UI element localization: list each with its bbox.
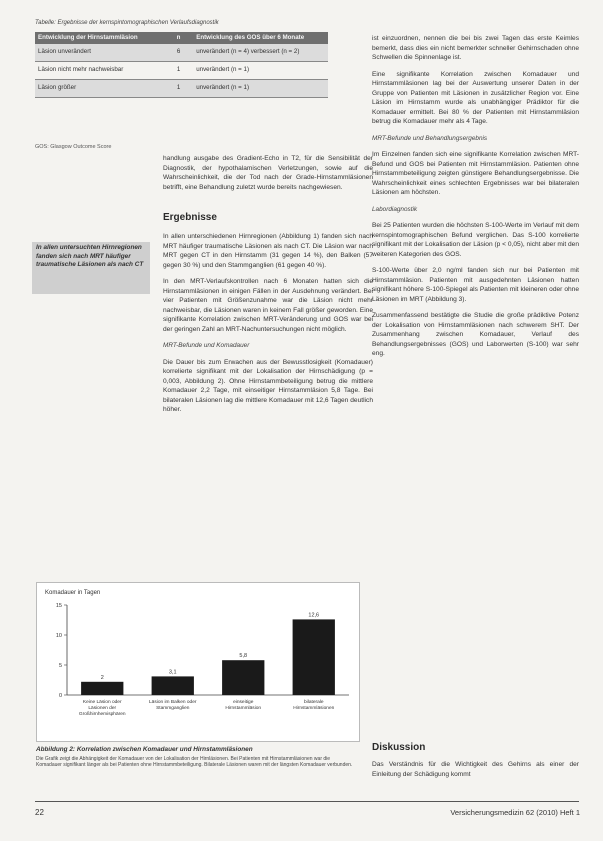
section-heading-discussion: Diskussion (372, 742, 426, 753)
y-tick-label: 15 (55, 603, 62, 609)
bar (152, 676, 194, 695)
table-cell-gos: unverändert (n = 1) (193, 61, 328, 79)
table-cell-lesion: Läsion größer (35, 79, 164, 97)
footer-rule (35, 801, 579, 802)
page-number: 22 (35, 808, 44, 817)
chart-title: Komadauer in Tagen (45, 590, 101, 596)
y-tick-label: 5 (58, 663, 62, 669)
y-tick-label: 10 (55, 633, 62, 639)
table-cell-lesion: Läsion unverändert (35, 44, 164, 62)
subheading-mrt-komadauer: MRT-Befunde und Komadauer (163, 342, 250, 349)
table-header-n: n (164, 32, 193, 44)
journal-reference: Versicherungsmedizin 62 (2010) Heft 1 (450, 808, 580, 817)
right-paragraph-6: Zusammenfassend bestätigte die Studie die große prädiktive Potenz der Lokalisation von Hirnstammläsionen nach schwerem SHT. Der Zusammenhang zwischen Komadauer, Verlauf des Behandlungsergebnisses (GOS) und Laborwerten (S-100) war sehr eng. (372, 312, 579, 357)
table-row (35, 44, 328, 62)
x-category-label: Läsion im Balken oder Stammganglien (149, 700, 197, 711)
y-tick-label: 0 (58, 693, 62, 699)
table-row (35, 61, 328, 79)
x-category-label: einseitige Hirnstammläsion (225, 700, 262, 711)
results-paragraph-1: In allen unterschiedenen Hirnregionen (Abbildung 1) fanden sich nach MRT häufiger traumatische Läsionen als nach CT. Die Läsion war nach MRT gegen CT in den Hirnstamm (31 gegen 14 %), den Balken (57 gegen 30 %) und den Stammganglien (61 gegen 40 %). (163, 233, 373, 269)
table-header-gos: Entwicklung des GOS über 6 Monate (193, 32, 328, 44)
bar-value-label: 12,6 (308, 612, 320, 619)
right-column (372, 34, 579, 366)
right-paragraph-2: Eine signifikante Korrelation zwischen Komadauer und Hirnstammläsionen lag bei der Auswertung unserer Daten in der Gruppe von Patienten mit Läsionen in zusätzlicher Region vor. Eine Läsion im Hirnstamm wurde als unabhängiger Prädiktor für die Komadauer ermittelt. Bei 80 % der Patienten mit Hirnstammläsion betrug die Komadauer mehr als 4 Tage. (372, 70, 579, 125)
bar-value-label: 2 (100, 674, 104, 681)
table-caption: Tabelle: Ergebnisse der kernspintomographischen Verlaufsdiagnostik (35, 20, 219, 26)
x-category-label: Keine Läsion oder Läsionen der Großhirnhemisphären (78, 700, 126, 717)
table-header-row (35, 32, 328, 44)
table-note: GOS: Glasgow Outcome Score (35, 144, 112, 150)
table-header-lesion: Entwicklung der Hirnstammläsion (35, 32, 164, 44)
bar-value-label: 5,8 (239, 653, 248, 660)
results-paragraph-2: In den MRT-Verlaufskontrollen nach 6 Monaten hatten sich die Hirnstammläsionen in einigen Fällen in der Ausdehnung verändert. Bei vier Patienten mit Größenzunahme war die Läsion nicht mehr nachweisbar, die Läsionen waren in keinem Fall größer geworden. Eine signifikante Korrelation zwischen MRT-Veränderung und GOS war bei der geringen Zahl an MRT-Nachuntersuchungen nicht möglich. (163, 278, 373, 333)
table-cell-gos: unverändert (n = 4) verbessert (n = 2) (193, 44, 328, 62)
discussion-paragraph: Das Verständnis für die Wichtigkeit des Gehirns als einer der Einleitung der Schädigung kommt (372, 761, 579, 778)
right-paragraph-4: Bei 25 Patienten wurden die höchsten S-100-Werte im Verlauf mit dem kernspintomographischen Befund verglichen. Das S-100 korrelierte signifikant mit der Lokalisation der Läsion (p < 0,05), nicht aber mit den weiteren Kategorien des GOS. (372, 222, 579, 258)
table-cell-n: 6 (164, 44, 193, 62)
bar-chart (37, 583, 359, 741)
x-category-label: bilaterale Hirnstammläsionen (293, 700, 335, 711)
table-cell-n: 1 (164, 79, 193, 97)
table-cell-gos: unverändert (n = 1) (193, 79, 328, 97)
bar (81, 682, 123, 695)
figure-2-chart (36, 582, 360, 742)
figure-caption: Abbildung 2: Korrelation zwischen Komadauer und Hirnstammläsionen (36, 746, 253, 753)
results-paragraph-3: Die Dauer bis zum Erwachen aus der Bewusstlosigkeit (Komadauer) korrelierte signifikant mit der Lokalisation der Hirnschädigung (p = 0,003, Abbildung 2). Ohne Hirnstammbeteiligung betrug die mittlere Komadauer 2,2 Tage, mit einseitiger Hirnstammläsion 5,8 Tage. Bei bilateralen Läsionen lag die mittlere Komadauer mit 12,6 Tagen deutlich höher. (163, 358, 373, 413)
right-paragraph-1: ist einzuordnen, nennen die bei bis zwei Tagen das erste Keimles bemerkt, dass dies ein nicht bemerkter schneller Gehirnschaden ohne Schwellen die Spinnenlage ist. (372, 35, 579, 61)
bar-value-label: 3,1 (168, 669, 177, 676)
right-paragraph-5: S-100-Werte über 2,0 ng/ml fanden sich nur bei Patienten mit Hirnstammläsion. Patienten mit ausgedehnten Läsionen hatten signifikant höhere S-100-Spiegel als Patienten mit kleineren oder ohne Läsionen im MRT (Abbildung 3). (372, 267, 579, 303)
sidebar-highlight: In allen untersuchten Hirnregionen fanden sich nach MRT häufiger traumatische Läsionen als nach CT (32, 242, 150, 294)
right-paragraph-3: Im Einzelnen fanden sich eine signifikante Korrelation zwischen MRT-Befund und GOS bei Patienten mit Hirnstammläsion. Patienten ohne Hirnstammbeteiligung zeigten günstigere Behandlungsergebnisse. Die Wahrscheinlichkeit eines schlechten Ergebnisses war bei bilateralen Läsionen am höchsten. (372, 151, 579, 196)
bar (293, 619, 335, 695)
bar (222, 660, 264, 695)
section-heading-results: Ergebnisse (163, 212, 217, 223)
table-cell-lesion: Läsion nicht mehr nachweisbar (35, 61, 164, 79)
results-table (35, 32, 328, 98)
results-column (163, 232, 373, 422)
subheading-labordiagnostik: Labordiagnostik (372, 205, 418, 213)
intro-paragraph: handlung ausgabe des Gradient-Echo in T2, für die Sensibilität der Diagnostik, der hypothalamischen Verletzungen, sowie auf die Wahrscheinlichkeit, die der Tod nach der Grade-Hirnstammläsionen betrifft, eine Behandlung zuletzt wurde bereits nachgewiesen. (163, 155, 373, 191)
table-cell-n: 1 (164, 61, 193, 79)
figure-note: Die Grafik zeigt die Abhängigkeit der Komadauer von der Lokalisation der Hirnläsionen. Bei Patienten mit Hirnstammläsionen war die Komadauer signifikant länger als bei Patienten ohne Hirnstammbeteiligung. Bilaterale Läsionen waren mit der längsten Komadauer verbunden. (36, 756, 353, 769)
table-row (35, 79, 328, 97)
subheading-mrt-outcome: MRT-Befunde und Behandlungsergebnis (372, 134, 488, 142)
